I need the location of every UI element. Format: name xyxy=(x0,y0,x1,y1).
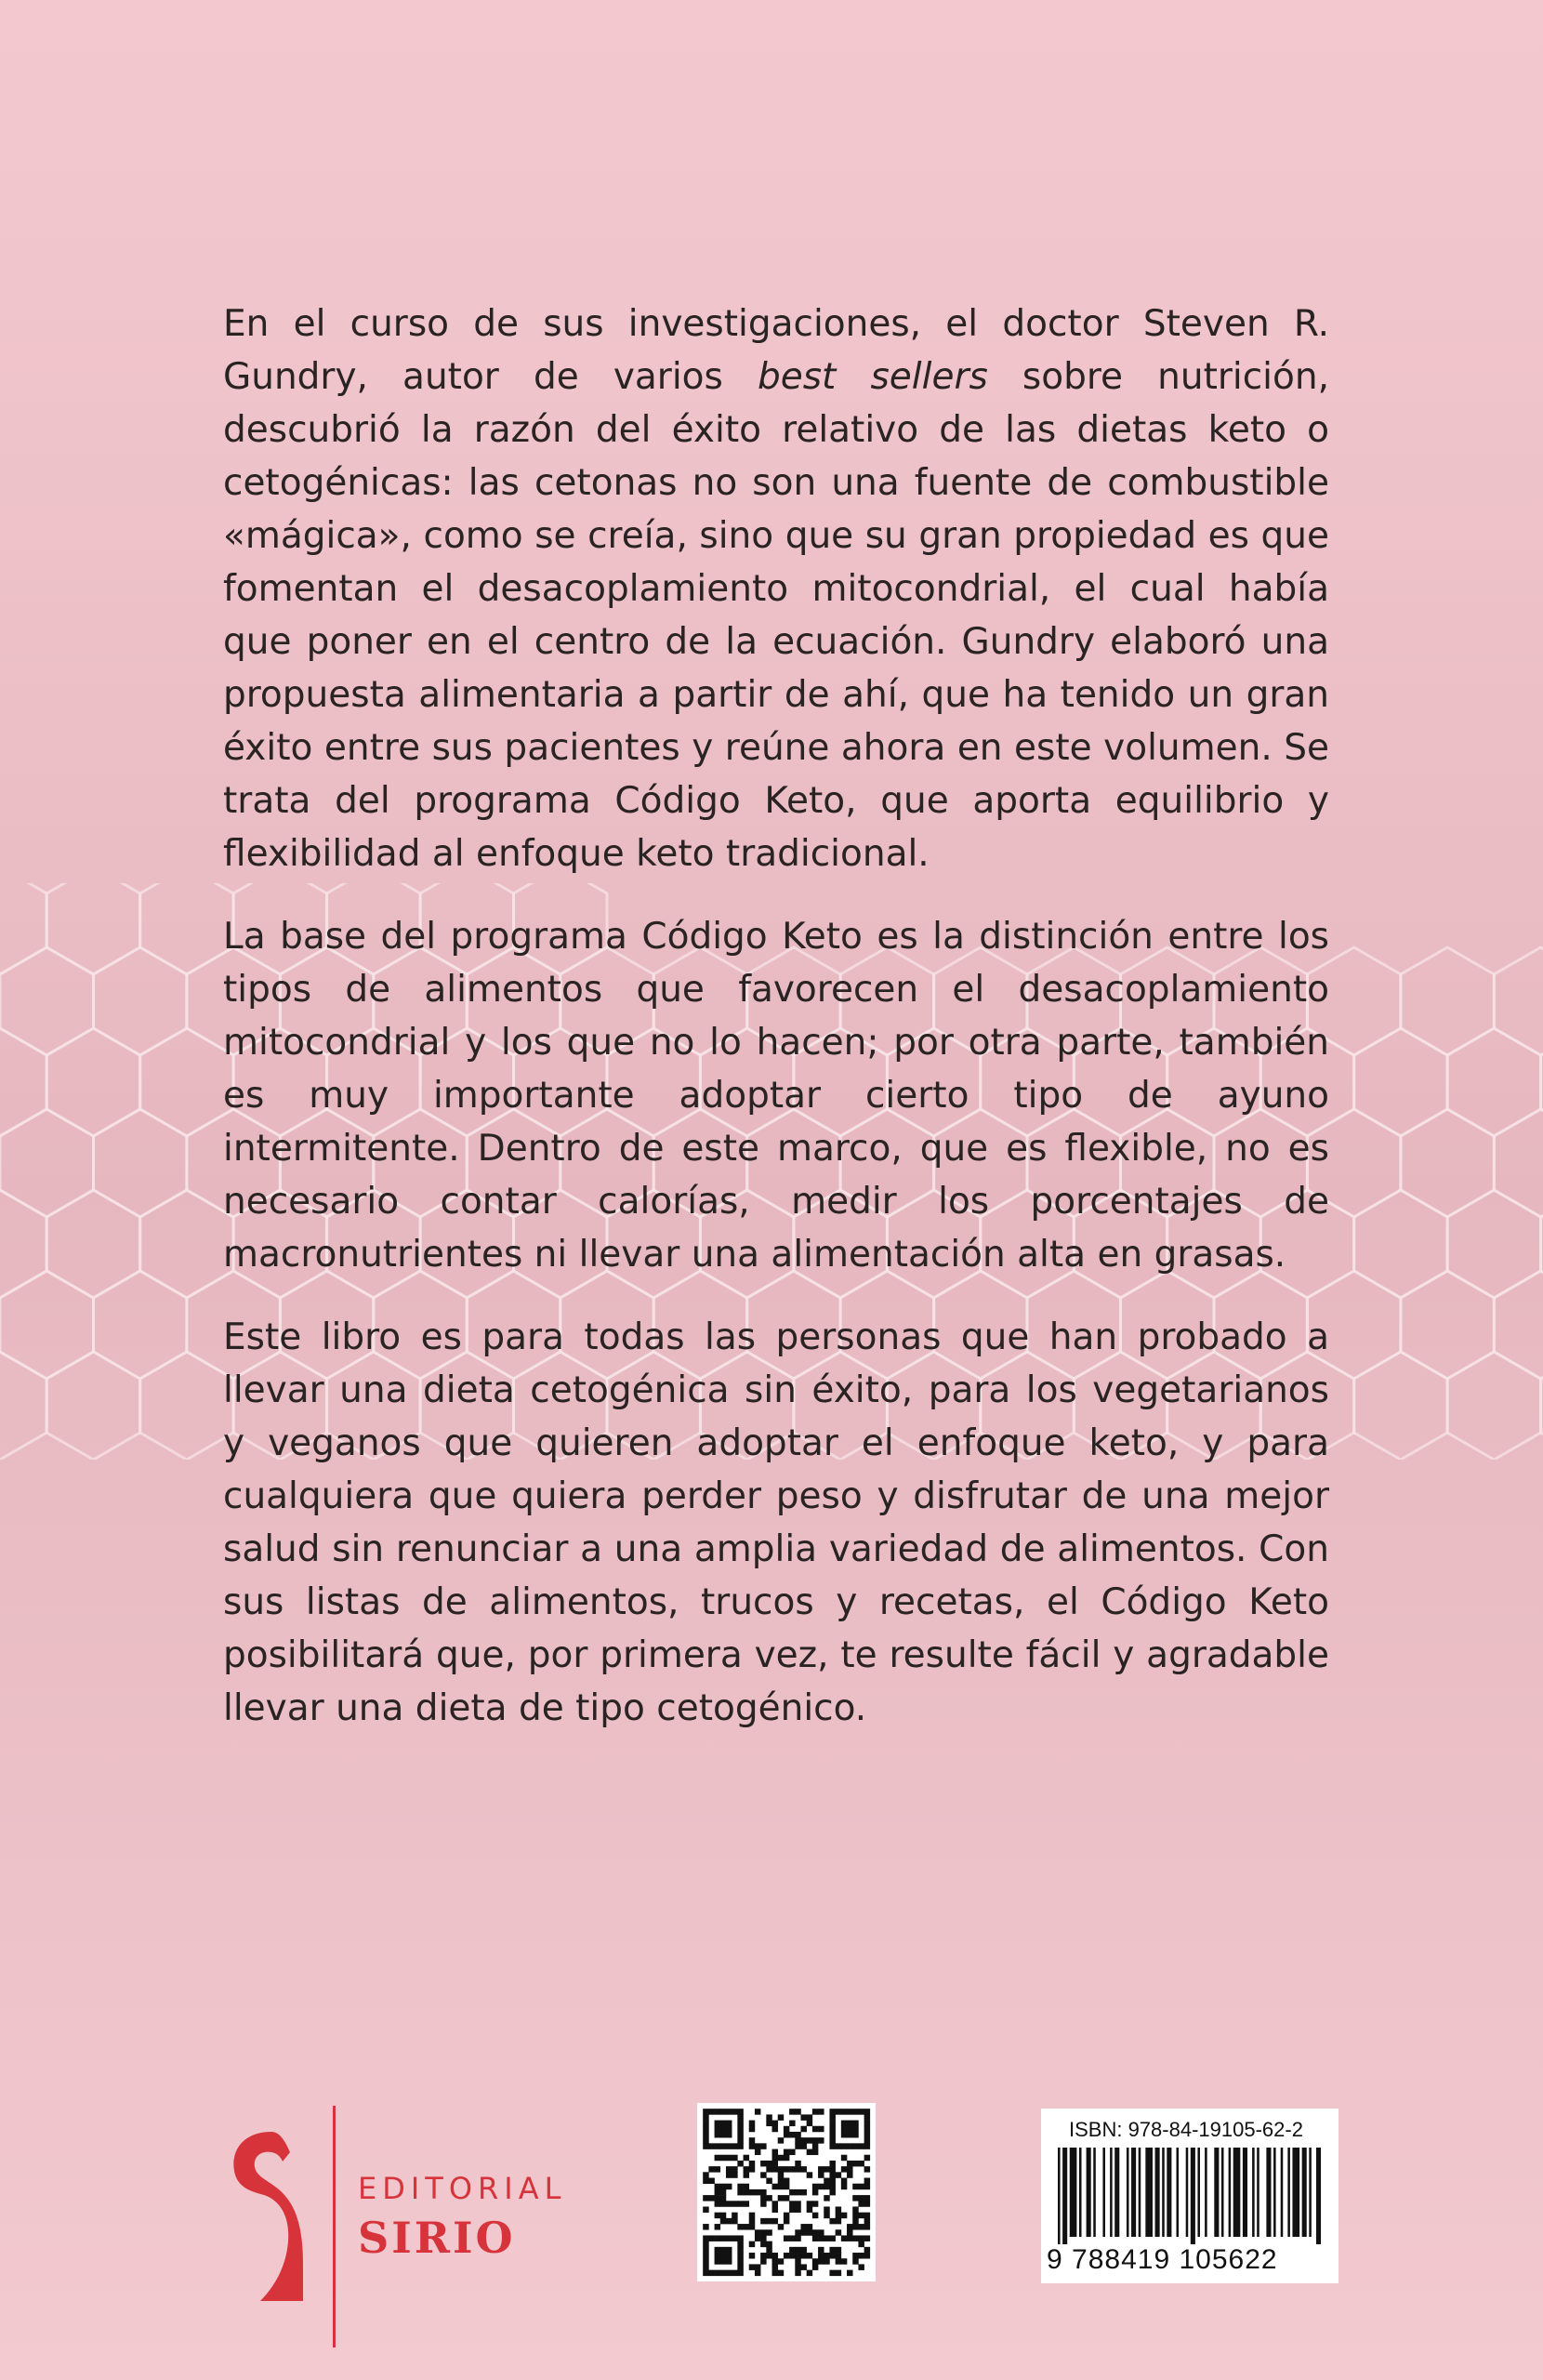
hexagon-shape xyxy=(46,1190,140,1298)
hexagon-shape xyxy=(46,1028,140,1136)
hexagon-shape xyxy=(140,1352,233,1460)
hexagon-shape xyxy=(1494,1109,1543,1217)
publisher-logo xyxy=(223,2106,613,2347)
hexagon-shape xyxy=(0,1190,46,1298)
publisher-divider xyxy=(333,2106,336,2347)
hexagon-shape xyxy=(94,947,187,1055)
hexagon-shape xyxy=(1447,1352,1541,1460)
hexagon-shape xyxy=(0,1028,46,1136)
hexagon-shape xyxy=(46,883,140,974)
italic-best-sellers: best sellers xyxy=(757,356,988,398)
publisher-name-line1: EDITORIAL xyxy=(358,2171,567,2206)
hexagon-shape xyxy=(1447,1190,1541,1298)
hexagon-shape xyxy=(140,1190,233,1298)
back-cover-text xyxy=(223,298,1329,1765)
hexagon-shape xyxy=(1401,1109,1494,1217)
hexagon-shape xyxy=(94,1109,187,1217)
hexagon-shape xyxy=(1494,947,1543,1055)
swan-logo-icon xyxy=(223,2126,307,2303)
hexagon-shape xyxy=(1354,1190,1447,1298)
hexagon-shape xyxy=(1354,1352,1447,1460)
hexagon-shape xyxy=(0,1109,94,1217)
isbn-label: ISBN: 978-84-19105-62-2 xyxy=(1069,2118,1303,2141)
hexagon-shape xyxy=(0,947,94,1055)
isbn-barcode xyxy=(1041,2109,1339,2283)
hexagon-shape xyxy=(1354,1028,1447,1136)
paragraph-1: En el curso de sus investigaciones, el doctor Steven R. Gundry, autor de varios best sellers sobre nutrición, descubrió la razón del éxito relativo de las dietas keto o cetogénicas: las cetonas no son una fuente de combustible «mágica», como se creía, sino que su gran propiedad es que fomentan el desacoplamiento mitocondrial, el cual había que poner en el centro de la ecuación. Gundry elaboró una propuesta alimentaria a partir de ahí, que ha tenido un gran éxito entre sus pacientes y reúne ahora en este volumen. Se trata del programa Código Keto, que aporta equilibrio y flexibilidad al enfoque keto tradicional. xyxy=(223,303,1329,875)
hexagon-shape xyxy=(46,1352,140,1460)
hexagon-shape xyxy=(140,883,233,974)
barcode-icon xyxy=(1054,2148,1325,2244)
hexagon-shape xyxy=(1401,1271,1494,1379)
hexagon-shape xyxy=(1494,1271,1543,1379)
hexagon-shape xyxy=(94,1271,187,1379)
hexagon-shape xyxy=(1401,947,1494,1055)
hexagon-shape xyxy=(1447,1028,1541,1136)
hexagon-shape xyxy=(0,1271,94,1379)
hexagon-shape xyxy=(140,1028,233,1136)
qr-code-icon xyxy=(697,2103,876,2281)
qr-code xyxy=(697,2103,876,2281)
paragraph-3: Este libro es para todas las personas que han probado a llevar una dieta cetogénica sin éxito, para los vegetarianos y veganos que quieren adoptar el enfoque keto, y para cualquiera que quiera perder peso y disfrutar de una mejor salud sin renunciar a una amplia variedad de alimentos. Con sus listas de alimentos, trucos y recetas, el Código Keto posibilitará que, por primera vez, te resulte fácil y agradable llevar una dieta de tipo cetogénico. xyxy=(223,1316,1329,1729)
barcode-digits: 9 788419 105622 xyxy=(1047,2244,1278,2275)
paragraph-2: La base del programa Código Keto es la distinción entre los tipos de alimentos que favorecen el desacoplamiento mitocondrial y los que no lo hacen; por otra parte, también es muy importante adoptar cierto tipo de ayuno intermitente. Dentro de este marco, que es flexible, no es necesario contar calorías, medir los porcentajes de macronutrientes ni llevar una alimentación alta en grasas. xyxy=(223,916,1329,1276)
publisher-name-line2: SIRIO xyxy=(358,2213,516,2263)
hexagon-shape xyxy=(0,1352,46,1460)
